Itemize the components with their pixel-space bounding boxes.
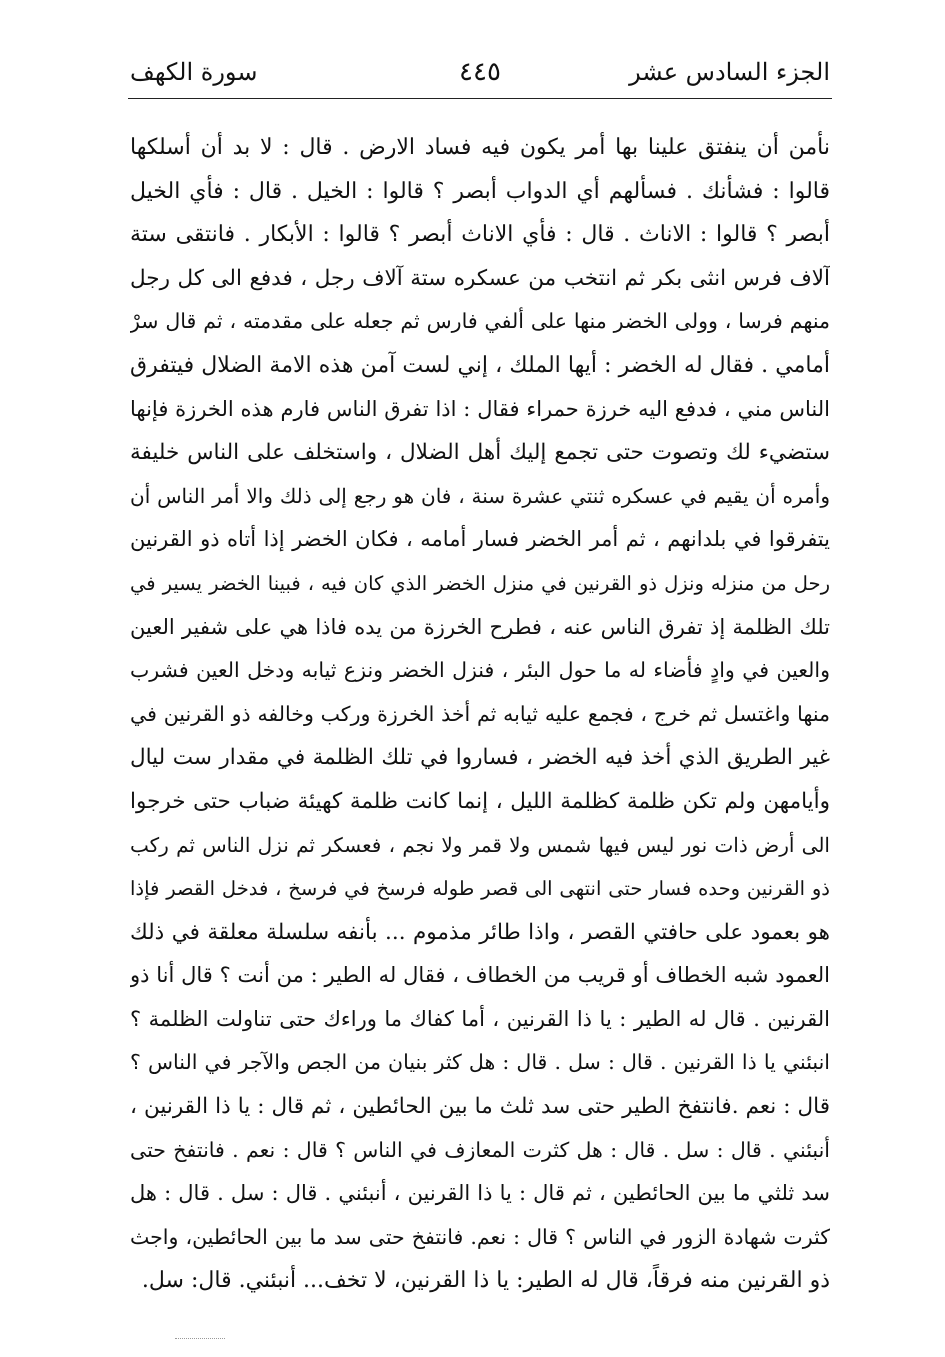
header-rule xyxy=(128,98,832,99)
text-line: الى أرض ذات نور ليس فيها شمس ولا قمر ولا نجم ، فعسكر ثم نزل الناس ثم ركب xyxy=(130,832,830,857)
text-line: أنبئني . قال : سل . قال : هل كثرت المعازف في الناس ؟ قال : نعم . فانتفخ حتى xyxy=(130,1137,830,1162)
text-line: قالوا : فشأنك . فسألهم أي الدواب أبصر ؟ قالوا : الخيل . قال : فأي الخيل xyxy=(130,178,830,204)
text-line: رحل من منزله ونزل ذو القرنين في منزل الخضر الذي كان فيه ، فبينا الخضر يسير في xyxy=(130,571,830,595)
text-line: العمود شبه الخطاف أو قريب من الخطاف ، فقال له الطير : من أنت ؟ قال أنا ذو xyxy=(130,963,830,988)
text-line: نأمن أن ينفتق علينا بها أمر يكون فيه فساد الارض . قال : لا بد أن أسلكها xyxy=(130,135,830,160)
text-line: الناس مني ، فدفع اليه خرزة حمراء فقال : اذا تفرق الناس فارم هذه الخرزة فإنها xyxy=(130,396,830,421)
text-line: والعين في وادٍ فأضاء له ما حول البئر ، فنزل الخضر ونزع ثيابه ودخل العين فشرب xyxy=(130,658,830,683)
part-label: الجزء السادس عشر xyxy=(629,58,830,86)
text-line: غير الطريق الذي أخذ فيه الخضر ، فساروا في تلك الظلمة في مقدار ست ليال xyxy=(130,745,830,771)
text-line: ستضيء لك وتصوت حتى تجمع إليك أهل الضلال ، واستخلف على الناس خليفة xyxy=(130,440,830,466)
text-line: انبئني يا ذا القرنين . قال : سل . قال : هل كثر بنيان من الجص والآجر في الناس ؟ xyxy=(130,1050,830,1075)
text-line: وأيامهن ولم تكن ظلمة كظلمة الليل ، إنما كانت ظلمة كهيئة ضباب حتى خرجوا xyxy=(130,788,830,814)
text-line: سد ثلثي ما بين الحائطين ، ثم قال : يا ذا القرنين ، أنبئني . قال : سل . قال : هل xyxy=(130,1181,830,1206)
text-line: ذو القرنين وحده فسار حتى انتهى الى قصر طوله فرسخ في فرسخ ، فدخل القصر فإذا xyxy=(130,877,830,901)
text-line: هو بعمود على حافتي القصر ، واذا طائر مذموم ... بأنفه سلسلة معلقة في ذلك xyxy=(130,919,830,945)
text-line: آلاف فرس انثى بكر ثم انتخب من عسكره ستة آلاف رجل ، فدفع الى كل رجل xyxy=(130,265,830,291)
text-line: أبصر ؟ قالوا : الاناث . قال : فأي الاناث أبصر ؟ قالوا : الأبكار . فانتقى ستة xyxy=(130,222,830,248)
page-number: ٤٤٥ xyxy=(459,57,501,87)
text-line: يتفرقوا في بلدانهم ، ثم أمر الخضر فسار أمامه ، فكان الخضر إذا أتاه ذو القرنين xyxy=(130,527,830,552)
text-line: منهم فرسا ، وولى الخضر منها على ألفي فارس ثم جعله على مقدمته ، ثم قال سرْ xyxy=(130,309,830,334)
scan-speck xyxy=(175,1338,225,1341)
running-header xyxy=(130,52,830,92)
text-line: تلك الظلمة إذ تفرق الناس عنه ، فطرح الخرزة من يده فاذا هي على شفير العين xyxy=(130,614,830,639)
text-line: وأمره أن يقيم في عسكره ثنتي عشرة سنة ، فان هو رجع إلى ذلك والا أمر الناس أن xyxy=(130,483,830,508)
text-line: منها واغتسل ثم خرج ، فجمع عليه ثيابه ثم أخذ الخرزة وركب وخالفه ذو القرنين في xyxy=(130,701,830,726)
surah-label: سورة الكهف xyxy=(130,58,258,86)
text-line: كثرت شهادة الزور في الناس ؟ قال : نعم. فانتفخ حتى سد ما بين الحائطين، واجث xyxy=(130,1224,830,1249)
text-line: أمامي . فقال له الخضر : أيها الملك ، إني لست آمن هذه الامة الضلال فيتفرق xyxy=(130,352,830,378)
body-text xyxy=(130,126,830,1303)
text-line: قال : نعم .فانتفخ الطير حتى سد ثلث ما بين الحائطين ، ثم قال : يا ذا القرنين ، xyxy=(130,1094,830,1120)
text-line: القرنين . قال له الطير : يا ذا القرنين ، أما كفاك ما وراءك حتى تناولت الظلمة ؟ xyxy=(130,1006,830,1031)
text-line: ذو القرنين منه فرقاً، قال له الطير: يا ذا القرنين، لا تخف... أنبئني. قال: سل. xyxy=(141,1268,830,1294)
